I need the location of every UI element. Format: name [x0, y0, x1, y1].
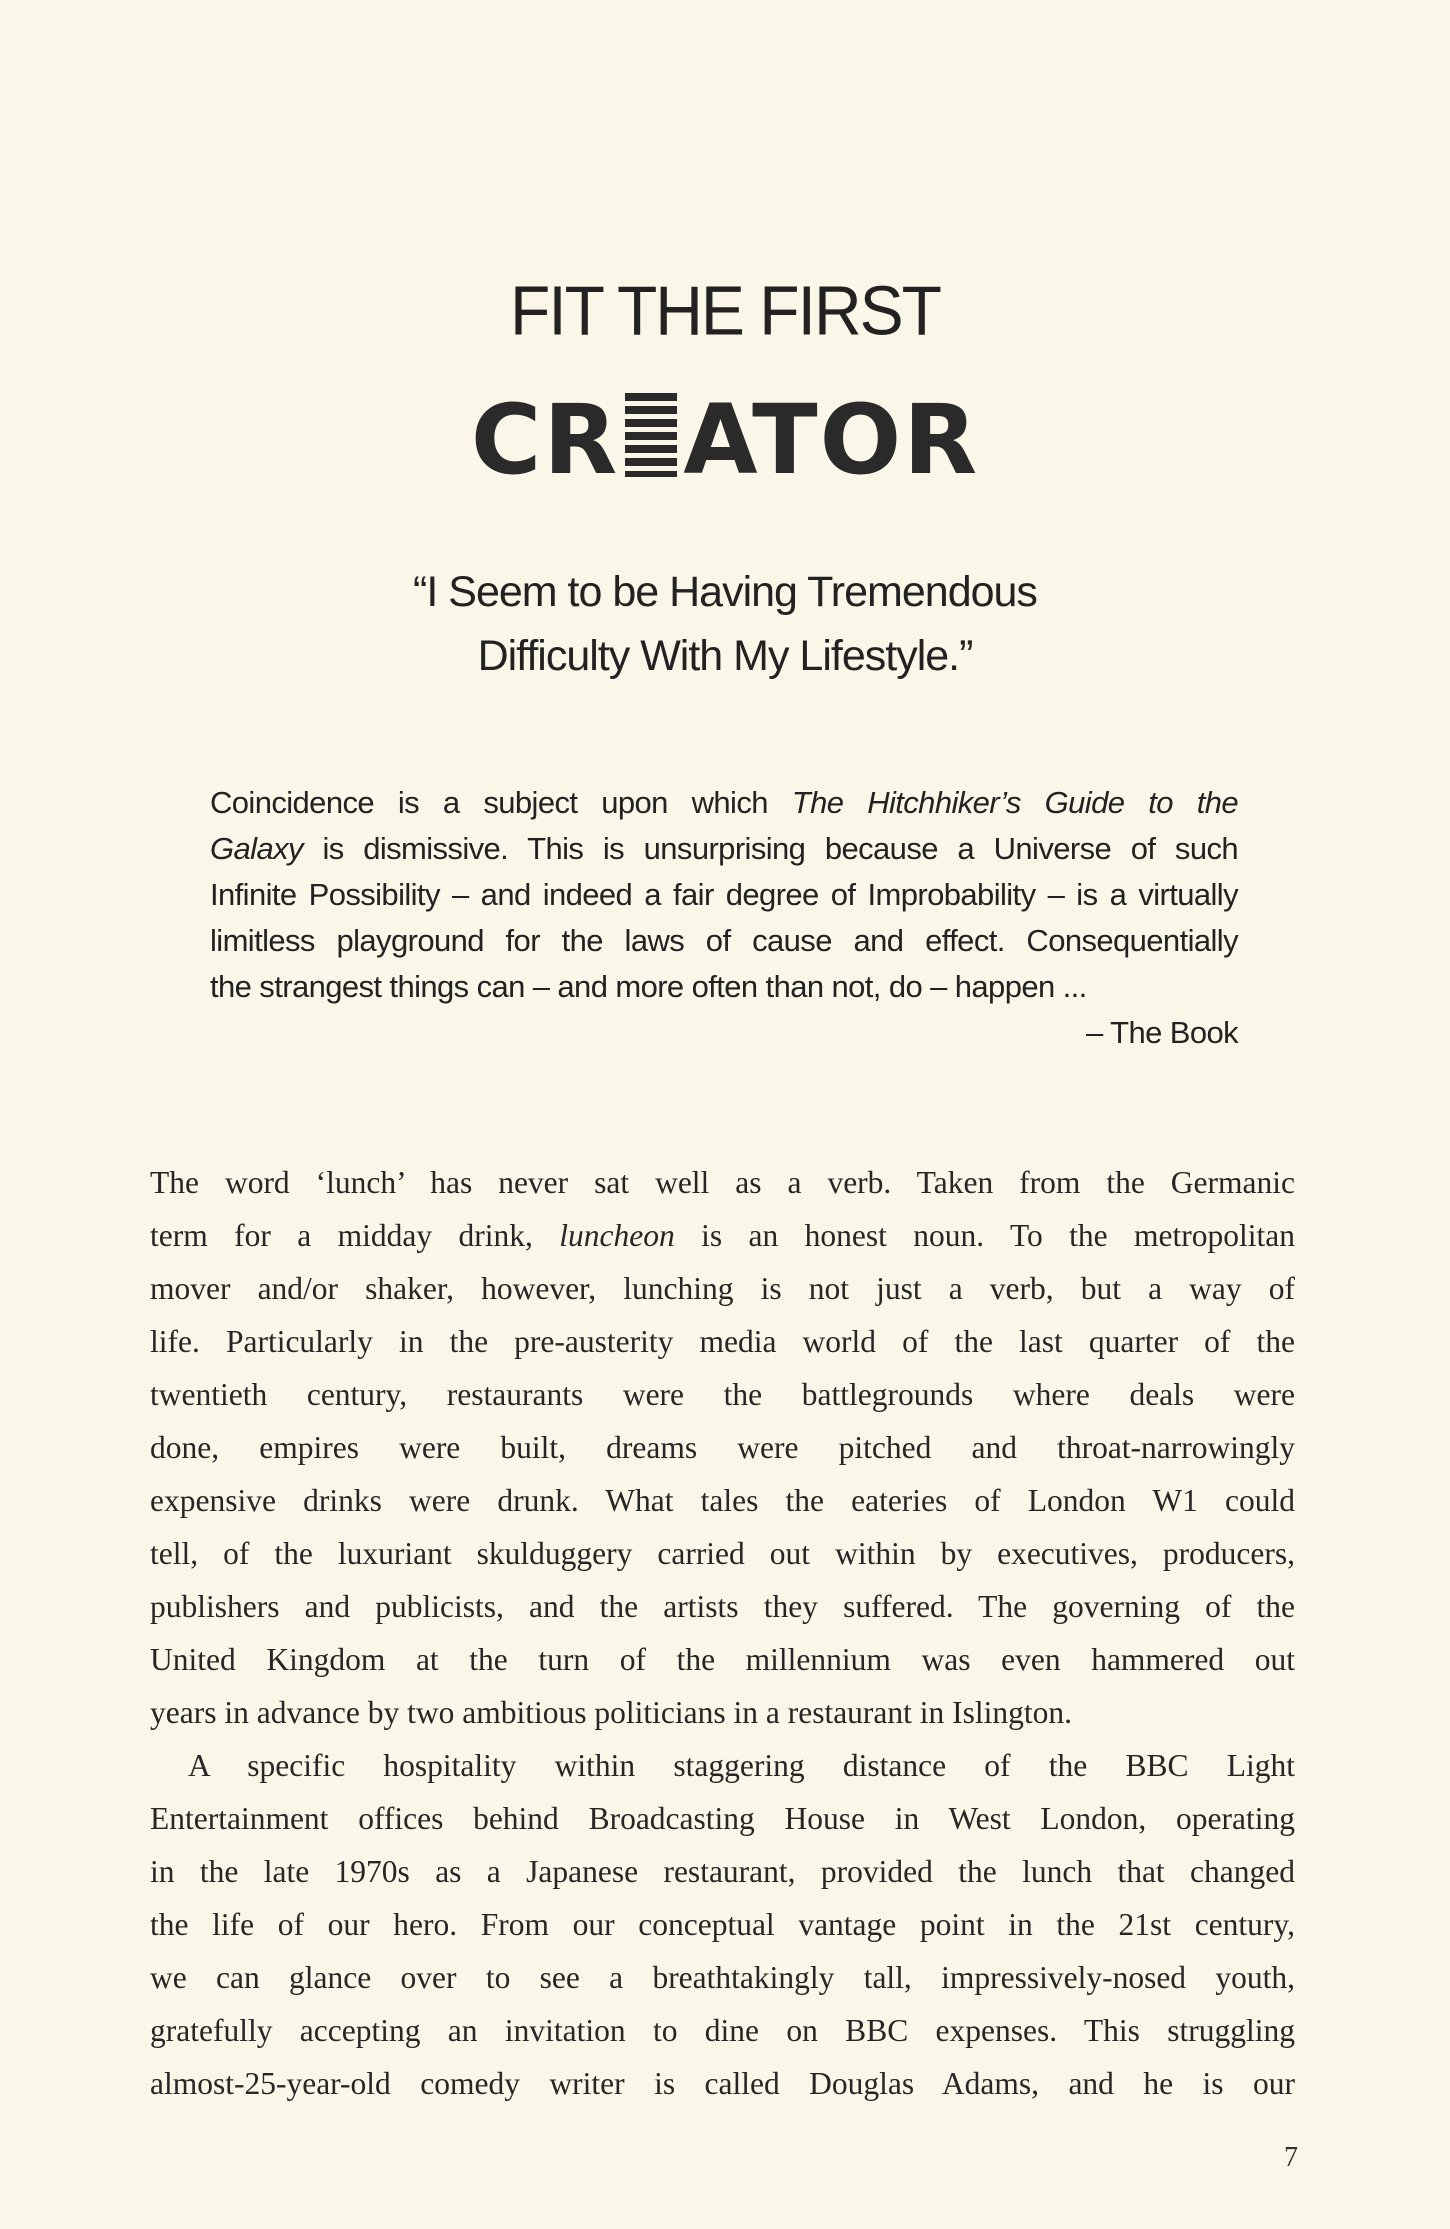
- body-line: tell, of the luxuriant skulduggery carried out within by executives, producers,: [150, 1536, 1295, 1571]
- epigraph-line: limitless playground for the laws of cause and effect. Consequentially: [210, 923, 1238, 958]
- body-line: United Kingdom at the turn of the millennium was even hammered out: [150, 1642, 1295, 1677]
- body-line: life. Particularly in the pre-austerity media world of the last quarter of the: [150, 1324, 1295, 1359]
- chapter-subtitle: [0, 560, 1450, 688]
- epigraph-line: Infinite Possibility – and indeed a fair degree of Improbability – is a virtually: [210, 877, 1238, 912]
- body-line: years in advance by two ambitious politicians in a restaurant in Islington.: [150, 1695, 1073, 1730]
- subtitle-line: “I Seem to be Having Tremendous: [413, 568, 1037, 616]
- epigraph: [210, 780, 1238, 1056]
- body-line: the life of our hero. From our conceptual vantage point in the 21st century,: [150, 1907, 1295, 1942]
- body-text-segment: is an honest noun. To the metropolitan: [674, 1218, 1295, 1253]
- epigraph-line: [210, 826, 1238, 872]
- body-line: done, empires were built, dreams were pitched and throat-narrowingly: [150, 1430, 1295, 1465]
- italic-word: luncheon: [559, 1218, 675, 1253]
- striped-e-glyph: [625, 393, 677, 477]
- body-line: in the late 1970s as a Japanese restaurant, provided the lunch that changed: [150, 1854, 1295, 1889]
- chapter-title-start: CR: [470, 384, 620, 496]
- subtitle-line: Difficulty With My Lifestyle.”: [477, 632, 973, 680]
- body-line: mover and/or shaker, however, lunching is not just a verb, but a way of: [150, 1271, 1295, 1306]
- body-text-segment: term for a midday drink,: [150, 1218, 560, 1253]
- chapter-title: [0, 384, 1450, 496]
- epigraph-line: the strangest things can – and more often than not, do – happen ...: [210, 969, 1087, 1004]
- body-line: publishers and publicists, and the artists they suffered. The governing of the: [150, 1589, 1295, 1624]
- body-line: A specific hospitality within staggering distance of the BBC Light: [188, 1748, 1295, 1783]
- body-line: Entertainment offices behind Broadcasting House in West London, operating: [150, 1801, 1295, 1836]
- epigraph-text: Coincidence is a subject upon which: [210, 785, 792, 820]
- body-line: we can glance over to see a breathtakingly tall, impressively-nosed youth,: [150, 1960, 1295, 1995]
- epigraph-line: [210, 780, 1238, 826]
- page-number: 7: [1284, 2142, 1298, 2173]
- chapter-title-end: ATOR: [683, 384, 980, 496]
- body-line: [150, 1209, 1295, 1262]
- body-line: The word ‘lunch’ has never sat well as a verb. Taken from the Germanic: [150, 1165, 1295, 1200]
- book-title-italic: Galaxy: [210, 831, 303, 866]
- book-title-italic: The Hitchhiker’s Guide to the: [791, 785, 1238, 820]
- body-line: twentieth century, restaurants were the battlegrounds where deals were: [150, 1377, 1295, 1412]
- epigraph-text: is dismissive. This is unsurprising because a Universe of such: [302, 831, 1238, 866]
- body-text: [150, 1156, 1295, 2110]
- body-line: almost-25-year-old comedy writer is called Douglas Adams, and he is our: [150, 2066, 1295, 2101]
- epigraph-attribution: – The Book: [1086, 1015, 1238, 1050]
- body-line: gratefully accepting an invitation to dine on BBC expenses. This struggling: [150, 2013, 1295, 2048]
- part-heading: FIT THE FIRST: [510, 270, 940, 350]
- body-line: expensive drinks were drunk. What tales the eateries of London W1 could: [150, 1483, 1295, 1518]
